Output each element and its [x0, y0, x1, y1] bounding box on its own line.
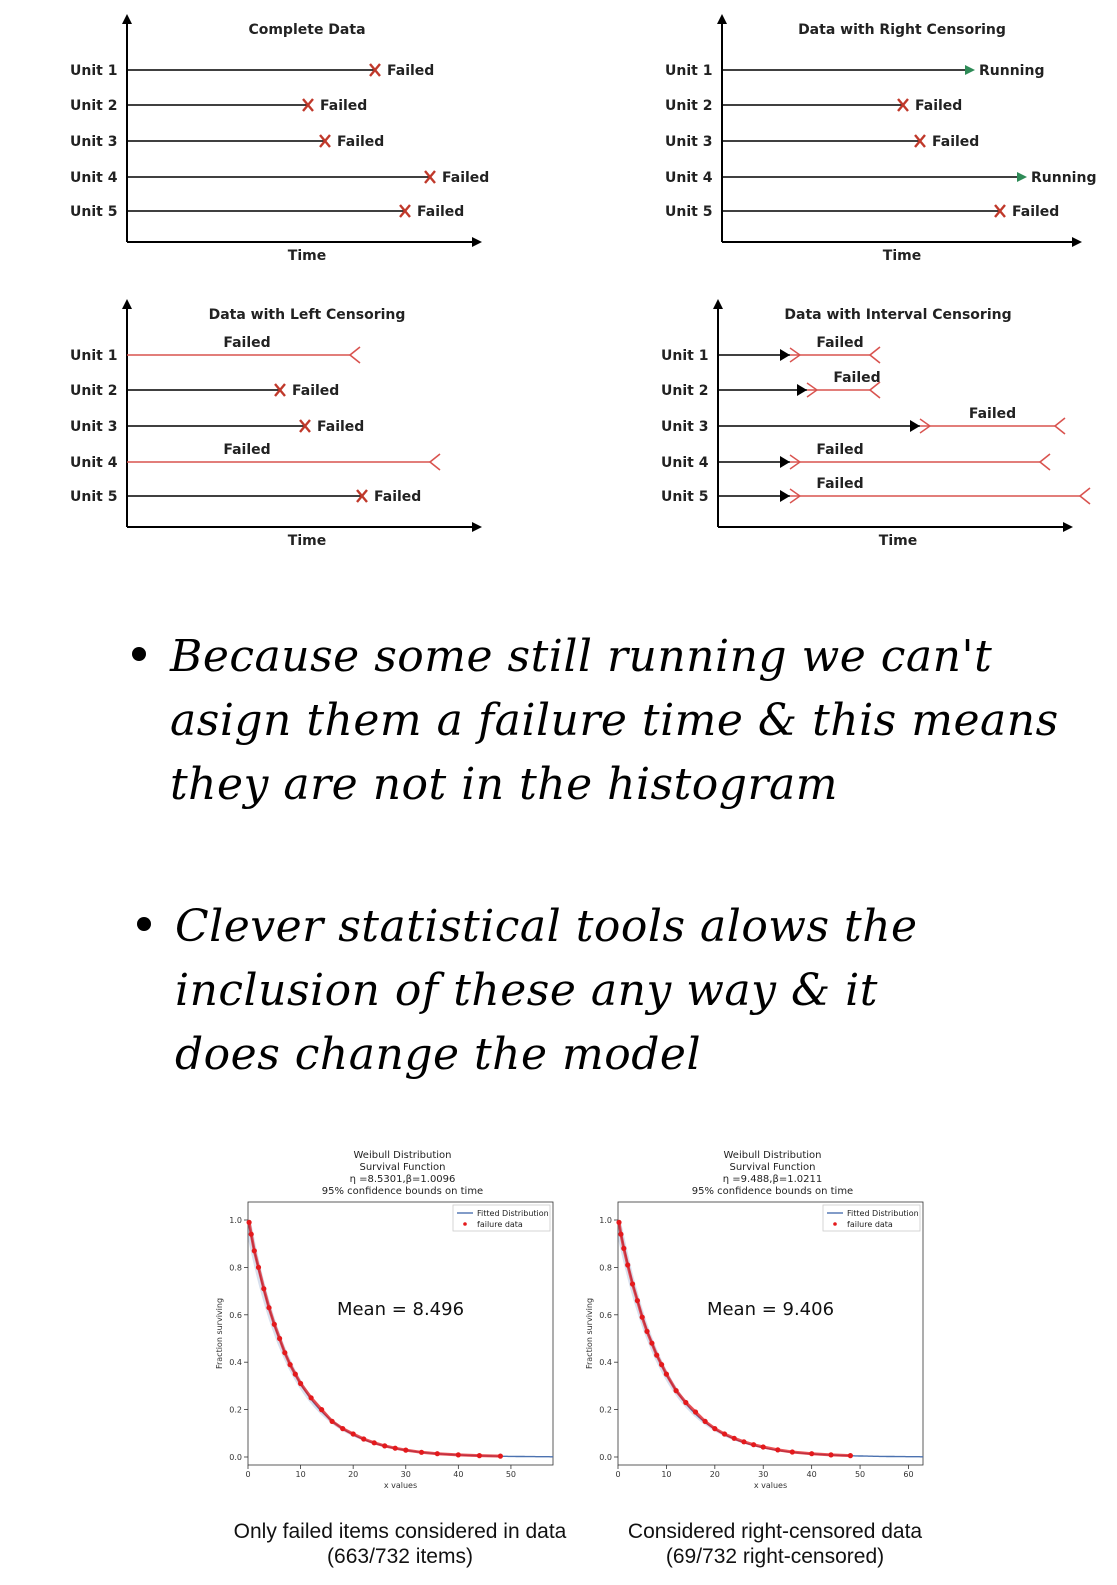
- note-line: Clever statistical tools alows the: [175, 901, 918, 952]
- legend-dot-icon: [463, 1222, 467, 1226]
- interval-start-arrow-icon: [797, 384, 807, 396]
- interval-start-arrow-icon: [780, 456, 790, 468]
- caption-failed-only: [190, 1519, 610, 1569]
- unit-label: Unit 3: [661, 419, 709, 435]
- interval-close-bracket-icon: [1080, 488, 1090, 504]
- status-label: Failed: [223, 335, 271, 351]
- y-axis-label: Fraction surviving: [585, 1297, 594, 1370]
- diagram-title: Data with Left Censoring: [208, 307, 406, 323]
- legend-dot-icon: [833, 1222, 837, 1226]
- status-label: Running: [1031, 170, 1097, 186]
- unit-label: Unit 5: [665, 204, 713, 220]
- legend-label: Fitted Distribution: [477, 1209, 549, 1218]
- running-arrow-icon: [1017, 172, 1027, 182]
- status-label: Failed: [968, 406, 1017, 422]
- interval-close-bracket-icon: [1055, 418, 1065, 434]
- y-axis-label: Fraction surviving: [215, 1297, 224, 1370]
- note-line: does change the model: [175, 1029, 702, 1080]
- note-line: asign them a failure time & this means: [170, 695, 1059, 746]
- status-label: Failed: [932, 134, 980, 150]
- status-label: Failed: [816, 442, 864, 458]
- bullet-dot: [137, 917, 151, 931]
- right-censoring-diagram: [655, 10, 1110, 270]
- status-label: Failed: [292, 383, 340, 399]
- running-arrow-icon: [965, 65, 975, 75]
- legend-label: failure data: [477, 1220, 523, 1229]
- y-axis-arrow-icon: [717, 14, 727, 24]
- weibull-chart-right-censored: [580, 1140, 940, 1510]
- unit-label: Unit 3: [665, 134, 713, 150]
- x-tick-label: 0: [245, 1470, 251, 1479]
- chart-title-line: Weibull Distribution: [723, 1150, 822, 1161]
- unit-label: Unit 5: [661, 489, 709, 505]
- caption-line: Only failed items considered in data: [233, 1520, 567, 1543]
- time-axis-label: Time: [878, 533, 918, 549]
- unit-label: Unit 4: [661, 455, 709, 471]
- x-tick-label: 30: [400, 1470, 411, 1479]
- unit-label: Unit 2: [70, 383, 118, 399]
- caption-line: (663/732 items): [327, 1545, 473, 1568]
- unit-label: Unit 2: [665, 98, 713, 114]
- caption-line: (69/732 right-censored): [665, 1545, 885, 1568]
- interval-close-bracket-icon: [870, 347, 880, 363]
- x-tick-label: 10: [661, 1470, 672, 1479]
- y-tick-label: 0.8: [229, 1263, 242, 1273]
- x-tick-label: 10: [295, 1470, 306, 1479]
- status-label: Failed: [816, 476, 864, 492]
- time-axis-label: Time: [287, 248, 327, 264]
- status-label: Running: [979, 63, 1045, 79]
- y-tick-label: 0.2: [229, 1405, 242, 1415]
- x-tick-label: 20: [709, 1470, 720, 1479]
- x-tick-label: 30: [758, 1470, 769, 1479]
- caption-right-censored: [565, 1519, 985, 1569]
- unit-label: Unit 3: [70, 134, 118, 150]
- censor-bracket-icon: [350, 347, 360, 363]
- y-tick-label: 0.0: [599, 1453, 612, 1462]
- plot-frame: [618, 1202, 923, 1465]
- status-label: Failed: [1012, 204, 1060, 220]
- unit-label: Unit 4: [665, 170, 713, 186]
- legend-label: Fitted Distribution: [847, 1209, 919, 1218]
- unit-label: Unit 4: [70, 170, 118, 186]
- status-label: Failed: [337, 134, 385, 150]
- time-axis-label: Time: [882, 248, 922, 264]
- x-tick-label: 50: [854, 1470, 866, 1479]
- x-axis-arrow-icon: [472, 522, 482, 532]
- unit-label: Unit 2: [661, 383, 709, 399]
- complete-data-diagram: [60, 10, 500, 270]
- caption-line: Considered right-censored data: [627, 1520, 923, 1543]
- diagram-title: Data with Right Censoring: [798, 22, 1006, 38]
- unit-label: Unit 1: [70, 348, 118, 364]
- interval-censoring-diagram: [655, 295, 1110, 555]
- status-label: Failed: [833, 370, 881, 386]
- y-tick-label: 0.6: [229, 1310, 242, 1320]
- x-axis-arrow-icon: [1063, 522, 1073, 532]
- x-axis-arrow-icon: [1072, 237, 1082, 247]
- status-label: Failed: [223, 442, 271, 458]
- note-line: Because some still running we can't: [170, 631, 993, 682]
- status-label: Failed: [317, 419, 365, 435]
- unit-label: Unit 5: [70, 489, 118, 505]
- interval-close-bracket-icon: [1040, 454, 1050, 470]
- interval-start-arrow-icon: [780, 490, 790, 502]
- unit-label: Unit 1: [665, 63, 713, 79]
- chart-title-line: Survival Function: [729, 1162, 816, 1173]
- diagram-title: Data with Interval Censoring: [784, 307, 1012, 323]
- y-axis-arrow-icon: [713, 299, 723, 309]
- x-axis-label: x values: [383, 1481, 418, 1490]
- x-tick-label: 20: [348, 1470, 359, 1479]
- x-tick-label: 40: [806, 1470, 817, 1479]
- weibull-chart-failed-only: [210, 1140, 570, 1510]
- note-still-running: [170, 625, 1059, 817]
- unit-label: Unit 2: [70, 98, 118, 114]
- interval-start-arrow-icon: [780, 349, 790, 361]
- unit-label: Unit 1: [70, 63, 118, 79]
- status-label: Failed: [320, 98, 368, 114]
- bullet-dot: [132, 647, 146, 661]
- chart-title-line: Survival Function: [359, 1162, 446, 1173]
- note-statistical-tools: [175, 895, 918, 1087]
- status-label: Failed: [816, 335, 864, 351]
- left-censoring-diagram: [60, 295, 500, 555]
- chart-title-line: η =8.5301,β=1.0096: [349, 1174, 456, 1185]
- note-line: they are not in the histogram: [170, 759, 838, 810]
- status-label: Failed: [442, 170, 490, 186]
- status-label: Failed: [374, 489, 422, 505]
- x-axis-arrow-icon: [472, 237, 482, 247]
- chart-title-line: 95% confidence bounds on time: [321, 1186, 484, 1197]
- x-tick-label: 40: [453, 1470, 464, 1479]
- diagram-title: Complete Data: [248, 22, 366, 38]
- plot-frame: [248, 1202, 553, 1465]
- mean-annotation: Mean = 8.496: [336, 1299, 465, 1320]
- y-tick-label: 0.8: [599, 1263, 612, 1273]
- y-tick-label: 0.4: [229, 1358, 242, 1368]
- status-label: Failed: [915, 98, 963, 114]
- interval-start-arrow-icon: [910, 420, 920, 432]
- chart-title-line: 95% confidence bounds on time: [691, 1186, 854, 1197]
- unit-label: Unit 1: [661, 348, 709, 364]
- status-label: Failed: [417, 204, 465, 220]
- y-tick-label: 0.0: [229, 1453, 242, 1462]
- note-line: inclusion of these any way & it: [175, 965, 878, 1016]
- unit-label: Unit 4: [70, 455, 118, 471]
- y-tick-label: 0.2: [599, 1405, 612, 1415]
- unit-label: Unit 3: [70, 419, 118, 435]
- x-tick-label: 60: [903, 1470, 914, 1479]
- y-tick-label: 1.0: [599, 1216, 612, 1225]
- time-axis-label: Time: [287, 533, 327, 549]
- y-tick-label: 1.0: [229, 1216, 242, 1225]
- legend-label: failure data: [847, 1220, 893, 1229]
- status-label: Failed: [387, 63, 435, 79]
- x-tick-label: 0: [615, 1470, 621, 1479]
- y-axis-arrow-icon: [122, 299, 132, 309]
- y-axis-arrow-icon: [122, 14, 132, 24]
- chart-title-line: η =9.488,β=1.0211: [722, 1174, 823, 1185]
- mean-annotation: Mean = 9.406: [706, 1299, 835, 1320]
- unit-label: Unit 5: [70, 204, 118, 220]
- censor-bracket-icon: [430, 454, 440, 470]
- x-tick-label: 50: [505, 1470, 517, 1479]
- y-tick-label: 0.6: [599, 1310, 612, 1320]
- chart-title-line: Weibull Distribution: [353, 1150, 452, 1161]
- y-tick-label: 0.4: [599, 1358, 612, 1368]
- x-axis-label: x values: [753, 1481, 788, 1490]
